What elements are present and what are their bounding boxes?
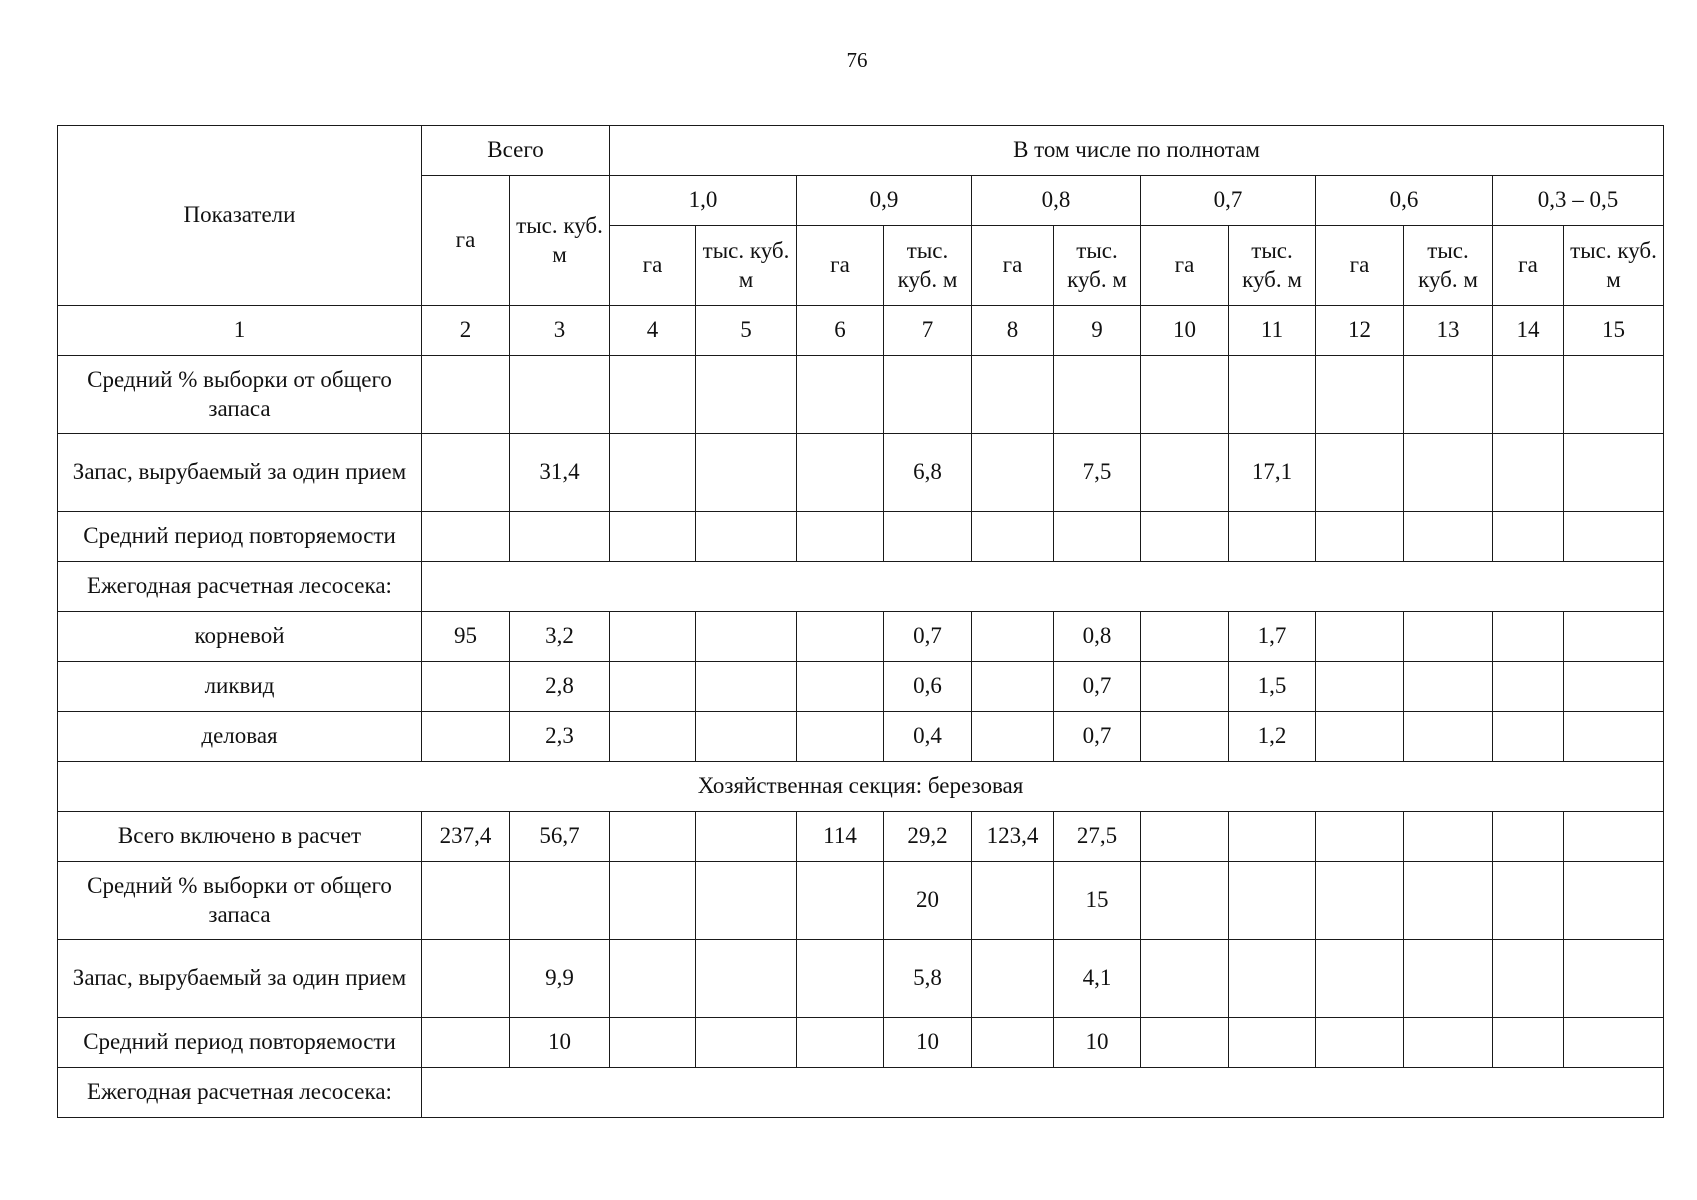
table-cell [1564, 356, 1664, 434]
table-row [58, 562, 1664, 612]
table-cell: 1,2 [1229, 712, 1316, 762]
table-cell [610, 812, 696, 862]
table-cell [797, 1018, 884, 1068]
row-label: Средний % выборки от общего запаса [58, 356, 422, 434]
column-number: 12 [1316, 306, 1404, 356]
table-cell [510, 862, 610, 940]
column-number: 15 [1564, 306, 1664, 356]
table-cell [797, 940, 884, 1018]
table-cell [422, 434, 510, 512]
table-cell [1493, 356, 1564, 434]
header-unit-ha: га [610, 226, 696, 306]
table-cell [1141, 712, 1229, 762]
column-number: 6 [797, 306, 884, 356]
table-cell [1564, 434, 1664, 512]
table-cell: 0,4 [884, 712, 972, 762]
table-cell [1493, 434, 1564, 512]
table-cell [696, 512, 797, 562]
table-cell [1564, 662, 1664, 712]
table-row [58, 940, 1664, 1018]
table-cell [1229, 356, 1316, 434]
header-total-vol: тыс. куб. м [510, 176, 610, 306]
header-unit-ha: га [972, 226, 1054, 306]
table-cell [1404, 356, 1493, 434]
table-cell [1564, 612, 1664, 662]
column-number: 2 [422, 306, 510, 356]
table-cell: 10 [1054, 1018, 1141, 1068]
header-density: 0,3 – 0,5 [1493, 176, 1664, 226]
header-unit-vol: тыс. куб. м [1564, 226, 1664, 306]
table-cell: 1,7 [1229, 612, 1316, 662]
row-label: Ежегодная расчетная лесосека: [58, 562, 422, 612]
table-row [58, 662, 1664, 712]
table-cell [972, 940, 1054, 1018]
table-cell [422, 662, 510, 712]
table-cell: 17,1 [1229, 434, 1316, 512]
table-cell: 0,7 [1054, 662, 1141, 712]
table-cell [884, 512, 972, 562]
table-cell [1404, 940, 1493, 1018]
header-unit-ha: га [797, 226, 884, 306]
table-cell [1493, 812, 1564, 862]
table-cell [1316, 612, 1404, 662]
row-label: деловая [58, 712, 422, 762]
table-cell [610, 662, 696, 712]
table-cell [1404, 862, 1493, 940]
header-density: 0,8 [972, 176, 1141, 226]
table-cell [1564, 862, 1664, 940]
table-cell: 2,3 [510, 712, 610, 762]
table-cell: 6,8 [884, 434, 972, 512]
table-cell [696, 862, 797, 940]
row-label: корневой [58, 612, 422, 662]
table-cell [797, 434, 884, 512]
table-cell: 15 [1054, 862, 1141, 940]
table-cell [1404, 662, 1493, 712]
table-cell: 123,4 [972, 812, 1054, 862]
table-cell [972, 434, 1054, 512]
table-cell [797, 612, 884, 662]
table-cell [1493, 1018, 1564, 1068]
table-cell: 5,8 [884, 940, 972, 1018]
table-cell [1229, 512, 1316, 562]
column-number: 7 [884, 306, 972, 356]
table-cell [1316, 434, 1404, 512]
table-cell [1229, 862, 1316, 940]
table-cell [797, 712, 884, 762]
table-cell [884, 356, 972, 434]
table-cell [610, 862, 696, 940]
table-row [58, 762, 1664, 812]
table-row [58, 356, 1664, 434]
header-unit-vol: тыс. куб. м [1404, 226, 1493, 306]
table-cell: 27,5 [1054, 812, 1141, 862]
row-label: Средний период повторяемости [58, 512, 422, 562]
table-cell [1493, 862, 1564, 940]
row-label: Всего включено в расчет [58, 812, 422, 862]
table-cell [610, 356, 696, 434]
table-cell [972, 862, 1054, 940]
table-cell: 56,7 [510, 812, 610, 862]
header-unit-ha: га [1493, 226, 1564, 306]
table-cell [1404, 612, 1493, 662]
header-unit-ha: га [1316, 226, 1404, 306]
table-cell [1141, 512, 1229, 562]
table-cell [1316, 662, 1404, 712]
table-cell [1404, 812, 1493, 862]
table-cell: 10 [884, 1018, 972, 1068]
empty-span-cell [422, 562, 1664, 612]
header-by-density: В том числе по полнотам [610, 126, 1664, 176]
table-cell: 20 [884, 862, 972, 940]
table-cell [510, 356, 610, 434]
table-cell [1316, 512, 1404, 562]
table-row [58, 1068, 1664, 1118]
table-cell [1316, 940, 1404, 1018]
table-row [58, 434, 1664, 512]
table-cell: 3,2 [510, 612, 610, 662]
table-cell [422, 356, 510, 434]
table-cell [972, 612, 1054, 662]
column-number: 3 [510, 306, 610, 356]
empty-span-cell [422, 1068, 1664, 1118]
table-cell [1141, 812, 1229, 862]
table-cell [1564, 812, 1664, 862]
table-cell: 7,5 [1054, 434, 1141, 512]
table-cell: 95 [422, 612, 510, 662]
table-cell [610, 512, 696, 562]
table-cell [1141, 1018, 1229, 1068]
table-cell [1141, 862, 1229, 940]
header-density: 0,7 [1141, 176, 1316, 226]
table-cell [1493, 512, 1564, 562]
row-label: Ежегодная расчетная лесосека: [58, 1068, 422, 1118]
table-cell [696, 1018, 797, 1068]
row-label: ликвид [58, 662, 422, 712]
table-cell [696, 940, 797, 1018]
header-density: 1,0 [610, 176, 797, 226]
row-label: Средний % выборки от общего запаса [58, 862, 422, 940]
table-cell [1229, 1018, 1316, 1068]
table-cell [797, 662, 884, 712]
table-cell: 9,9 [510, 940, 610, 1018]
table-cell [696, 812, 797, 862]
table-row [58, 712, 1664, 762]
table-cell [797, 512, 884, 562]
header-unit-vol: тыс. куб. м [884, 226, 972, 306]
table-cell: 29,2 [884, 812, 972, 862]
row-label: Запас, вырубаемый за один прием [58, 940, 422, 1018]
table-cell [972, 662, 1054, 712]
table-cell [610, 612, 696, 662]
column-number: 8 [972, 306, 1054, 356]
table-cell [1141, 612, 1229, 662]
table-cell [1564, 940, 1664, 1018]
column-number: 9 [1054, 306, 1141, 356]
table-cell [422, 512, 510, 562]
table-cell [1493, 712, 1564, 762]
header-density: 0,9 [797, 176, 972, 226]
table-row [58, 1018, 1664, 1068]
table-cell [1229, 940, 1316, 1018]
table-cell [422, 712, 510, 762]
column-number: 13 [1404, 306, 1493, 356]
table-cell [1054, 512, 1141, 562]
table-cell [1564, 712, 1664, 762]
table-cell [1564, 1018, 1664, 1068]
table-cell [696, 612, 797, 662]
table-cell [510, 512, 610, 562]
table-row [58, 812, 1664, 862]
table-cell [1404, 712, 1493, 762]
table-cell: 0,8 [1054, 612, 1141, 662]
header-total: Всего [422, 126, 610, 176]
table-cell: 10 [510, 1018, 610, 1068]
table-cell [1141, 662, 1229, 712]
table-cell [1316, 356, 1404, 434]
table-cell [1404, 1018, 1493, 1068]
table-cell [972, 512, 1054, 562]
table-cell [972, 712, 1054, 762]
table-cell: 1,5 [1229, 662, 1316, 712]
table-cell [972, 1018, 1054, 1068]
header-density: 0,6 [1316, 176, 1493, 226]
table-row [58, 612, 1664, 662]
column-number: 14 [1493, 306, 1564, 356]
table-cell [797, 862, 884, 940]
table-cell [422, 862, 510, 940]
column-number: 4 [610, 306, 696, 356]
table-cell: 0,7 [884, 612, 972, 662]
row-label: Средний период повторяемости [58, 1018, 422, 1068]
table-cell: 0,6 [884, 662, 972, 712]
table-cell [1141, 434, 1229, 512]
table-row [58, 512, 1664, 562]
header-unit-vol: тыс. куб. м [696, 226, 797, 306]
table-cell [610, 1018, 696, 1068]
row-label: Запас, вырубаемый за один прием [58, 434, 422, 512]
table-cell: 0,7 [1054, 712, 1141, 762]
column-number: 1 [58, 306, 422, 356]
table-cell [1493, 612, 1564, 662]
table-cell [1404, 434, 1493, 512]
header-unit-ha: га [1141, 226, 1229, 306]
header-unit-vol: тыс. куб. м [1229, 226, 1316, 306]
table-cell [1141, 940, 1229, 1018]
header-indicators: Показатели [58, 126, 422, 306]
table-cell [797, 356, 884, 434]
table-cell: 237,4 [422, 812, 510, 862]
table-cell: 4,1 [1054, 940, 1141, 1018]
table-cell [1316, 812, 1404, 862]
table-cell [1493, 940, 1564, 1018]
forest-table [57, 125, 1664, 1118]
table-row [58, 862, 1664, 940]
table-cell [610, 712, 696, 762]
table-cell [1054, 356, 1141, 434]
table-cell [422, 1018, 510, 1068]
column-number: 10 [1141, 306, 1229, 356]
header-unit-vol: тыс. куб. м [1054, 226, 1141, 306]
table-cell [1316, 862, 1404, 940]
table-cell [972, 356, 1054, 434]
table-cell: 31,4 [510, 434, 610, 512]
page-number: 76 [846, 48, 868, 72]
column-number: 11 [1229, 306, 1316, 356]
table-cell: 114 [797, 812, 884, 862]
table-cell [610, 434, 696, 512]
table-cell [1404, 512, 1493, 562]
table-cell [696, 712, 797, 762]
table-cell [1229, 812, 1316, 862]
table-cell [696, 662, 797, 712]
column-number: 5 [696, 306, 797, 356]
table-cell [422, 940, 510, 1018]
table-cell [696, 434, 797, 512]
table-cell [610, 940, 696, 1018]
table-cell [1564, 512, 1664, 562]
table-cell [1316, 712, 1404, 762]
table-cell [1316, 1018, 1404, 1068]
table-cell: 2,8 [510, 662, 610, 712]
section-title: Хозяйственная секция: березовая [58, 762, 1664, 812]
table-cell [696, 356, 797, 434]
header-total-ha: га [422, 176, 510, 306]
table-cell [1493, 662, 1564, 712]
table-cell [1141, 356, 1229, 434]
